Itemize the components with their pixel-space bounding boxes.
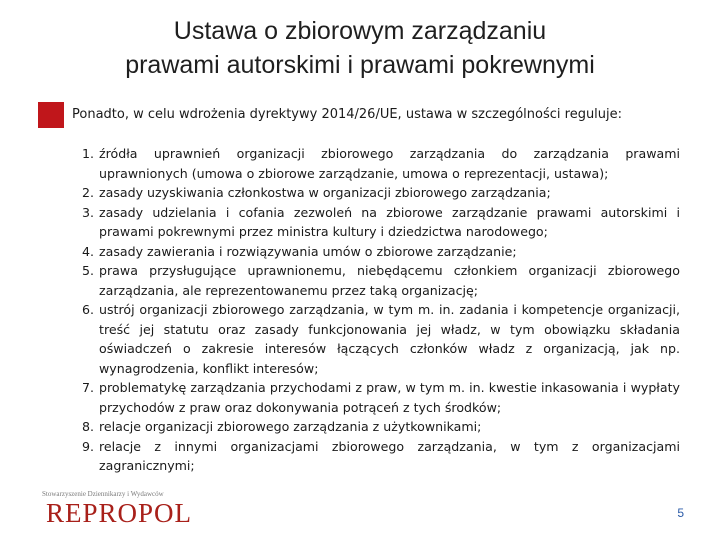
list-item-number: 6. <box>81 302 94 317</box>
list-item-text: zasady udzielania i cofania zezwoleń na zbiorowe zarządzanie prawami autorskimi i prawami pokrewnymi przez ministra kultury i dziedzictwa narodowego; <box>99 204 680 239</box>
slide-title <box>0 14 720 82</box>
list-item-number: 4. <box>81 243 94 259</box>
list-item-text: problematykę zarządzania przychodami z praw, w tym m. in. kwestie inkasowania i wypłaty przychodów z praw oraz dokonywania potrąceń z tych środków; <box>99 380 680 415</box>
regulation-list <box>58 144 680 476</box>
list-item <box>58 417 680 437</box>
list-item-text: relacje organizacji zbiorowego zarządzania z użytkownikami; <box>99 419 482 434</box>
intro-text: Ponadto, w celu wdrożenia dyrektywy 2014/26/UE, ustawa w szczególności reguluje: <box>72 107 623 122</box>
logo-name: REPROPOL <box>46 498 193 528</box>
list-item-number: 3. <box>81 204 94 220</box>
red-square-bullet-icon <box>38 102 64 128</box>
list-item <box>58 242 680 262</box>
list-item <box>58 437 680 476</box>
repropol-logo <box>42 490 202 526</box>
logo-subtitle: Stowarzyszenie Dziennikarzy i Wydawców <box>42 490 164 498</box>
list-item <box>58 300 680 378</box>
list-item <box>58 261 680 300</box>
list-item-number: 2. <box>81 185 94 200</box>
list-item-number: 8. <box>81 419 94 434</box>
list-item-text: prawa przysługujące uprawnionemu, niebędącemu członkiem organizacji zbiorowego zarządzania, ale reprezentowanemu przez taką organizację; <box>99 263 680 298</box>
list-item-text: zasady zawierania i rozwiązywania umów o zbiorowe zarządzanie; <box>99 243 517 259</box>
list-item-number: 5. <box>81 263 94 278</box>
slide-title-line-1: Ustawa o zbiorowym zarządzaniu <box>173 17 547 45</box>
list-item-number: 1. <box>81 146 94 161</box>
list-item <box>58 203 680 242</box>
page-number: 5 <box>677 506 684 520</box>
list-item <box>58 183 680 203</box>
list-item-text: zasady uzyskiwania członkostwa w organizacji zbiorowego zarządzania; <box>99 185 551 200</box>
list-item-number: 9. <box>81 438 94 454</box>
list-item-number: 7. <box>81 380 94 395</box>
list-item-text: źródła uprawnień organizacji zbiorowego zarządzania do zarządzania prawami uprawnionych (umowa o zbiorowe zarządzanie, umowa o reprezentacji, ustawa); <box>99 146 680 181</box>
list-item <box>58 144 680 183</box>
slide-title-line-2: prawami autorskimi i prawami pokrewnymi <box>125 51 595 79</box>
list-item-text: ustrój organizacji zbiorowego zarządzania, w tym m. in. zadania i kompetencje organizacji, treść jej statutu oraz zasady funkcjonowania jej władz, w tym obowiązku składania oświadczeń o zakresie interesów łączących członków władz z organizacją, jak np. wynagrodzenia, konflikt interesów; <box>99 302 680 376</box>
list-item-text: relacje z innymi organizacjami zbiorowego zarządzania, w tym z organizacjami zagranicznymi; <box>99 438 680 473</box>
list-item <box>58 378 680 417</box>
